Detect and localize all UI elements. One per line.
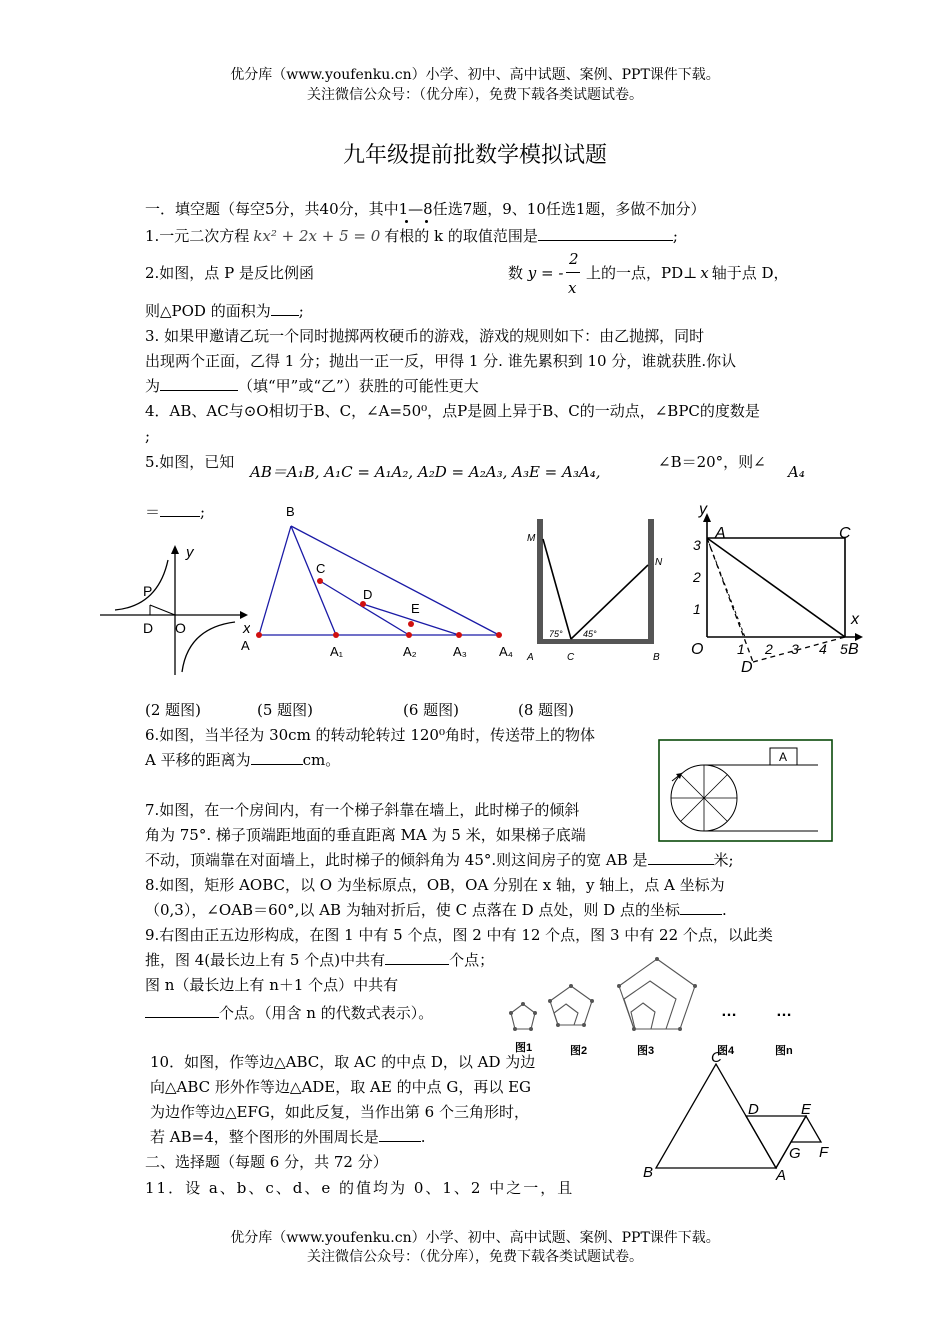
q1-text-a: 1.一元二次方程 xyxy=(145,227,250,245)
question-3-line-2: 出现两个正面，乙得 1 分；抛出一正一反，甲得 1 分. 谁先累积到 10 分，谁就获胜.你认 xyxy=(145,352,737,370)
label-c: C xyxy=(567,652,575,663)
q2-answer-blank[interactable] xyxy=(271,301,299,316)
figure-frame xyxy=(659,740,832,841)
fold-helper xyxy=(707,538,745,637)
question-4-line-2: ; xyxy=(145,427,151,445)
header-line-2: 关注微信公众号：（优分库），免费下载各类试题试卷。 xyxy=(307,87,643,103)
q6-answer-blank[interactable] xyxy=(251,750,303,765)
q2-word: 数 xyxy=(508,264,524,282)
q9-text-b: 个点； xyxy=(449,951,495,969)
label-e: E xyxy=(801,1101,812,1118)
label-y: y xyxy=(699,501,707,518)
question-8-line-1: 8.如图，矩形 AOBC，以 O 为坐标原点，OB，OA 分别在 x 轴，y 轴上，点 A 坐标为 xyxy=(145,876,725,894)
q10-text-a: 若 AB=4，整个图形的外围周长是 xyxy=(150,1128,379,1146)
question-6-line-2 xyxy=(145,750,340,770)
question-5-text-b: ∠B＝20°，则∠ xyxy=(658,453,766,471)
ytick-1: 1 xyxy=(693,601,701,617)
label-a1: A₁ xyxy=(330,644,344,659)
header-line-1: 优分库（www.youfenku.cn）小学、初中、高中试题、案例、PPT课件下载。 xyxy=(230,67,720,83)
q10-answer-blank[interactable] xyxy=(379,1127,421,1142)
question-5-line-2 xyxy=(145,502,205,522)
hyperbola-branch-right xyxy=(182,622,235,672)
triangle-efg xyxy=(791,1116,821,1142)
label-a: A xyxy=(715,525,726,542)
label-b: B xyxy=(286,504,295,519)
figure-5-triangle-chain xyxy=(235,500,525,665)
q3-answer-blank[interactable] xyxy=(160,376,238,391)
caption-fig-2: (2 题图) xyxy=(145,701,202,719)
label-o: O xyxy=(691,641,704,658)
q2-numerator: 2 xyxy=(569,250,579,268)
question-9-line-3: 图 n（最长边上有 n＋1 个点）中共有 xyxy=(145,976,399,994)
q8-text-b: . xyxy=(721,901,727,919)
label-a4: A₄ xyxy=(499,644,513,659)
q1-formula: kx² + 2x + 5 = 0 xyxy=(253,227,381,245)
label-d: D xyxy=(143,620,154,636)
section-2-heading: 二、选择题（每题 6 分，共 72 分） xyxy=(145,1153,388,1171)
po-segment xyxy=(150,605,175,615)
question-3-line-3 xyxy=(145,376,479,396)
question-5-text-a: 5.如图，已知 xyxy=(145,453,235,471)
ladder-75 xyxy=(543,539,571,639)
label-a: A xyxy=(241,638,250,653)
q2-fraction-bar xyxy=(566,272,580,273)
tick-3: 3 xyxy=(791,641,799,657)
label-b: B xyxy=(653,652,660,663)
right-wall xyxy=(648,519,654,643)
label-d: D xyxy=(748,1101,759,1118)
tick-2: 2 xyxy=(765,641,773,657)
caption-fig-6: (6 题图) xyxy=(403,701,460,719)
segment-ab xyxy=(259,526,291,635)
q8-text-a: （0,3），∠OAB＝60°,以 AB 为轴对折后，使 C 点落在 D 点处，则 D 点的坐标 xyxy=(145,901,680,919)
q10-text-b: . xyxy=(420,1128,426,1146)
label-fig1: 图1 xyxy=(515,1042,533,1054)
figure-9-pentagons xyxy=(505,955,815,1060)
label-e: E xyxy=(411,601,420,616)
tick-5: 5 xyxy=(840,641,848,657)
caption-fig-5: (5 题图) xyxy=(257,701,314,719)
q3-text-a: 为 xyxy=(145,377,161,395)
question-7-line-3 xyxy=(145,850,734,870)
label-p: P xyxy=(143,583,153,599)
q7-text-a: 不动，顶端靠在对面墙上，此时梯子的倾斜角为 45°.则这间房子的宽 AB 是 xyxy=(145,851,648,869)
q7-text-b: 米; xyxy=(713,851,734,869)
q6-text-a: A 平移的距离为 xyxy=(145,751,251,769)
label-x: x xyxy=(243,620,250,637)
label-d: D xyxy=(741,659,753,676)
q3-text-b: （填“甲”或“乙”）获胜的可能性更大 xyxy=(238,377,479,395)
label-fig2: 图2 xyxy=(570,1045,588,1057)
footer-line-1: 优分库（www.youfenku.cn）小学、初中、高中试题、案例、PPT课件下载。 xyxy=(230,1230,720,1246)
label-a: A xyxy=(527,652,534,663)
label-y: y xyxy=(186,544,194,561)
point-a2 xyxy=(406,632,412,638)
q1-text-c: ; xyxy=(672,227,678,245)
q5-answer-blank[interactable] xyxy=(160,502,200,517)
question-2-text-a: 2.如图，点 P 是反比例函 xyxy=(145,264,314,282)
label-a: A xyxy=(779,750,788,764)
caption-fig-8: (8 题图) xyxy=(518,701,575,719)
question-2-line-2 xyxy=(145,301,304,321)
q2-text-d: 轴于点 D， xyxy=(711,264,789,282)
q5-line2: ＝ xyxy=(145,503,161,521)
tick-1: 1 xyxy=(737,641,745,657)
question-6-line-1: 6.如图，当半径为 30cm 的转动轮转过 120⁰角时，传送带上的物体 xyxy=(145,726,595,744)
ytick-2: 2 xyxy=(693,569,701,585)
question-1 xyxy=(145,226,678,246)
q1-answer-blank[interactable] xyxy=(538,226,673,241)
angle-75: 75° xyxy=(549,629,563,639)
question-10-line-4 xyxy=(150,1127,426,1147)
label-g: G xyxy=(789,1145,801,1162)
label-a2: A₂ xyxy=(403,644,417,659)
pentagon-fig3-mid xyxy=(624,981,676,1029)
figure-conveyor xyxy=(658,739,833,842)
label-b: B xyxy=(643,1164,654,1181)
hyperbola-branch-left xyxy=(115,560,168,610)
q9-text-a: 推，图 4(最长边上有 5 个点)中共有 xyxy=(145,951,386,969)
point-a4 xyxy=(496,632,502,638)
section-1-heading: 一．填空题（每空5分，共40分，其中1—8任选7题，9、10任选1题，多做不加分） xyxy=(145,200,706,218)
label-o: O xyxy=(175,620,186,636)
point-e xyxy=(408,621,414,627)
footer-line-2: 关注微信公众号：（优分库），免费下载各类试题试卷。 xyxy=(307,1249,643,1265)
figure-10-triangles xyxy=(635,1050,840,1185)
question-7-line-1: 7.如图，在一个房间内，有一个梯子斜靠在墙上，此时梯子的倾斜 xyxy=(145,801,580,819)
label-c: C xyxy=(316,561,326,576)
pentagon-fig3-inner xyxy=(631,1003,655,1029)
q2-x: x xyxy=(700,264,709,282)
q1-text-b: 有根的 k 的取值范围是 xyxy=(384,227,538,245)
y-axis-arrow xyxy=(171,545,179,554)
x-axis-arrow xyxy=(855,633,863,641)
q9-answer-blank-1[interactable] xyxy=(385,950,449,965)
pentagon-fig2-inner xyxy=(554,1004,578,1025)
q5-formula: AB＝A₁B, A₁C = A₁A₂, A₂D = A₂A₃, A₃E = A₃A₄, xyxy=(250,463,601,481)
q2-formula-y: y = - xyxy=(527,264,564,282)
q8-answer-blank[interactable] xyxy=(680,900,722,915)
floor xyxy=(537,639,654,644)
label-fig3: 图3 xyxy=(637,1045,655,1057)
question-10-line-1: 10．如图，作等边△ABC，取 AC 的中点 D，以 AD 为边 xyxy=(150,1053,536,1071)
point-a xyxy=(256,632,262,638)
label-d: D xyxy=(363,587,373,602)
question-10-line-3: 为边作等边△EFG，如此反复，当作出第 6 个三角形时， xyxy=(150,1103,529,1121)
question-2-text-c xyxy=(586,263,789,283)
point-c xyxy=(317,578,323,584)
point-a3 xyxy=(456,632,462,638)
question-7-line-2: 角为 75°. 梯子顶端距地面的垂直距离 MA 为 5 米，如果梯子底端 xyxy=(145,826,586,844)
q2-end: ; xyxy=(298,302,304,320)
label-c: C xyxy=(839,525,851,542)
segment-ba1 xyxy=(291,526,336,635)
question-9-line-4 xyxy=(145,1003,433,1023)
left-wall xyxy=(537,519,543,643)
label-fign: 图n xyxy=(775,1045,793,1057)
q2-denominator: x xyxy=(568,279,577,297)
ytick-3: 3 xyxy=(693,537,701,553)
label-n: N xyxy=(655,557,663,568)
label-b: B xyxy=(848,641,859,658)
question-4-line-1: 4．AB、AC与⊙O相切于B、C，∠A=50⁰，点P是圆上异于B、C的一动点，∠BPC的度数是 xyxy=(145,402,760,420)
point-a1 xyxy=(333,632,339,638)
q9-answer-blank-2[interactable] xyxy=(145,1003,219,1018)
label-x: x xyxy=(851,611,859,628)
q2-line2: 则△POD 的面积为 xyxy=(145,302,271,320)
ladder-45 xyxy=(571,565,648,639)
question-2-text-b xyxy=(508,263,563,283)
tick-4: 4 xyxy=(819,641,827,657)
label-c: C xyxy=(711,1050,722,1066)
q7-answer-blank[interactable] xyxy=(648,850,714,865)
question-9-line-2 xyxy=(145,950,494,970)
page-title: 九年级提前批数学模拟试题 xyxy=(342,143,607,168)
diagonal-ab xyxy=(707,538,845,637)
figure-6-ladder-room xyxy=(515,515,665,665)
angle-45: 45° xyxy=(583,629,597,639)
ellipsis-2: … xyxy=(776,1003,792,1020)
label-fig4: 图4 xyxy=(717,1045,735,1057)
question-3-line-1: 3. 如果甲邀请乙玩一个同时抛掷两枚硬币的游戏，游戏的规则如下：由乙抛掷，同时 xyxy=(145,327,705,345)
label-m: M xyxy=(527,533,536,544)
q5-end: ; xyxy=(200,503,206,521)
question-10-line-2: 向△ABC 形外作等边△ADE，取 AE 的中点 G，再以 EG xyxy=(150,1078,532,1096)
label-f: F xyxy=(819,1144,829,1161)
question-8-line-2 xyxy=(145,900,727,920)
question-11: 11．设 a、b、c、d、e 的值均为 0、1、2 中之一，且 xyxy=(145,1179,575,1197)
label-a3: A₃ xyxy=(453,644,467,659)
label-a: A xyxy=(776,1167,787,1184)
q6-text-b: cm。 xyxy=(302,751,341,769)
pentagon-fig1 xyxy=(511,1004,535,1029)
q5-a4: A₄ xyxy=(788,463,805,481)
q2-text-c: 上的一点，PD⊥ xyxy=(586,264,698,282)
question-9-line-1: 9.右图由正五边形构成，在图 1 中有 5 个点，图 2 中有 12 个点，图 3 中有 22 个点，以此类 xyxy=(145,926,773,944)
ellipsis-1: … xyxy=(721,1003,737,1020)
figure-8-rectangle-fold xyxy=(685,500,870,680)
q9-text-c: 个点。（用含 n 的代数式表示）。 xyxy=(219,1004,434,1022)
figure-2-hyperbola xyxy=(100,540,250,680)
